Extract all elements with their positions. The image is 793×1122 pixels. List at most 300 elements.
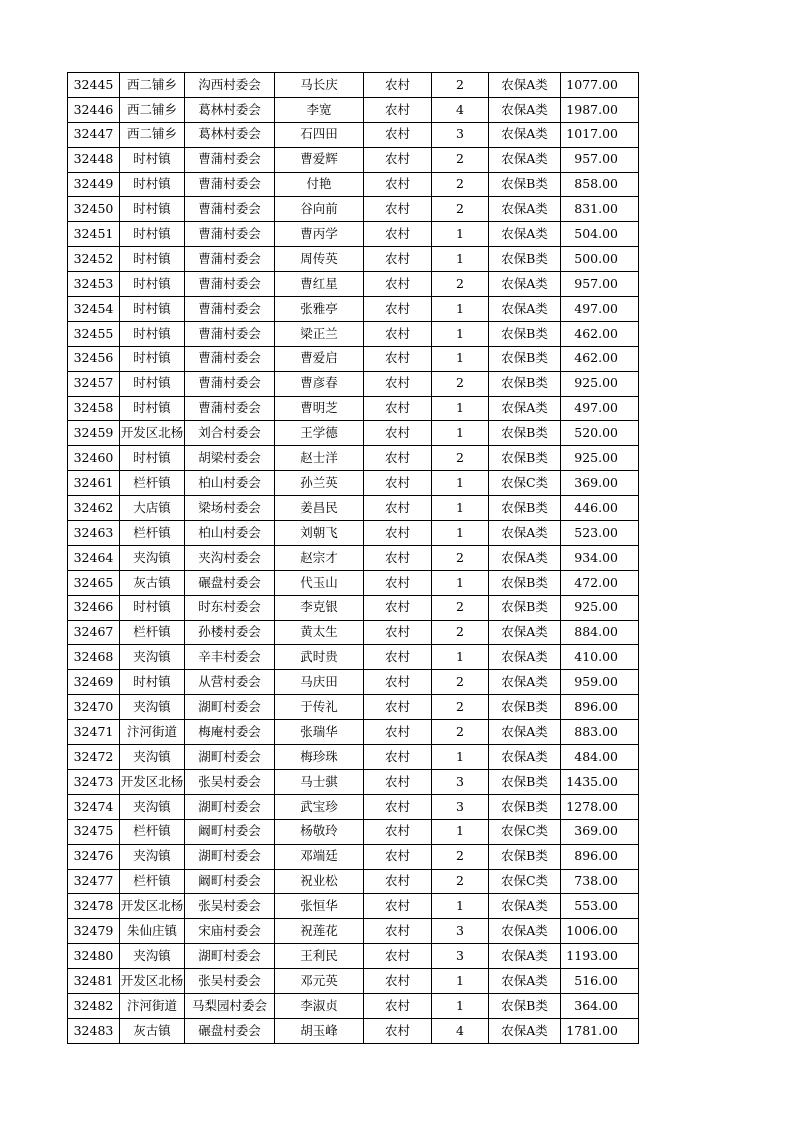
residence-type-cell: 农村 [364, 545, 432, 570]
record-number-cell: 32475 [68, 819, 120, 844]
table-row [68, 545, 639, 570]
name-cell: 梁正兰 [275, 321, 364, 346]
household-size-cell: 2 [432, 620, 489, 645]
village-committee-cell: 葛林村委会 [185, 97, 275, 122]
village-committee-cell: 辛丰村委会 [185, 645, 275, 670]
village-committee-cell: 曹蒲村委会 [185, 321, 275, 346]
table-row [68, 122, 639, 147]
record-number-cell: 32468 [68, 645, 120, 670]
household-size-cell: 1 [432, 346, 489, 371]
village-committee-cell: 夹沟村委会 [185, 545, 275, 570]
category-cell: 农保A类 [489, 521, 561, 546]
amount-cell: 934.00 [561, 545, 639, 570]
township-cell: 夹沟镇 [120, 695, 185, 720]
amount-cell: 959.00 [561, 670, 639, 695]
table-row [68, 595, 639, 620]
name-cell: 于传礼 [275, 695, 364, 720]
record-number-cell: 32471 [68, 720, 120, 745]
record-number-cell: 32458 [68, 396, 120, 421]
village-committee-cell: 时东村委会 [185, 595, 275, 620]
village-committee-cell: 阚町村委会 [185, 819, 275, 844]
village-committee-cell: 曹蒲村委会 [185, 371, 275, 396]
township-cell: 时村镇 [120, 147, 185, 172]
village-committee-cell: 阚町村委会 [185, 869, 275, 894]
record-number-cell: 32467 [68, 620, 120, 645]
amount-cell: 446.00 [561, 496, 639, 521]
table-row [68, 869, 639, 894]
record-number-cell: 32445 [68, 73, 120, 98]
amount-cell: 369.00 [561, 471, 639, 496]
table-row [68, 471, 639, 496]
table-row [68, 919, 639, 944]
township-cell: 夹沟镇 [120, 745, 185, 770]
category-cell: 农保A类 [489, 222, 561, 247]
name-cell: 张恒华 [275, 894, 364, 919]
household-size-cell: 2 [432, 844, 489, 869]
name-cell: 姜昌民 [275, 496, 364, 521]
table-row [68, 844, 639, 869]
residence-type-cell: 农村 [364, 321, 432, 346]
township-cell: 栏杆镇 [120, 471, 185, 496]
category-cell: 农保C类 [489, 471, 561, 496]
residence-type-cell: 农村 [364, 720, 432, 745]
name-cell: 李淑贞 [275, 993, 364, 1018]
name-cell: 曹爱辉 [275, 147, 364, 172]
amount-cell: 472.00 [561, 570, 639, 595]
residence-type-cell: 农村 [364, 346, 432, 371]
amount-cell: 497.00 [561, 297, 639, 322]
name-cell: 张瑞华 [275, 720, 364, 745]
record-number-cell: 32469 [68, 670, 120, 695]
amount-cell: 1987.00 [561, 97, 639, 122]
record-number-cell: 32450 [68, 197, 120, 222]
residence-type-cell: 农村 [364, 570, 432, 595]
category-cell: 农保A类 [489, 147, 561, 172]
name-cell: 石四田 [275, 122, 364, 147]
village-committee-cell: 曹蒲村委会 [185, 396, 275, 421]
category-cell: 农保B类 [489, 695, 561, 720]
residence-type-cell: 农村 [364, 147, 432, 172]
record-number-cell: 32459 [68, 421, 120, 446]
household-size-cell: 2 [432, 147, 489, 172]
village-committee-cell: 孙楼村委会 [185, 620, 275, 645]
category-cell: 农保A类 [489, 396, 561, 421]
record-number-cell: 32451 [68, 222, 120, 247]
household-size-cell: 4 [432, 97, 489, 122]
record-number-cell: 32448 [68, 147, 120, 172]
category-cell: 农保B类 [489, 570, 561, 595]
household-size-cell: 2 [432, 197, 489, 222]
village-committee-cell: 从营村委会 [185, 670, 275, 695]
township-cell: 时村镇 [120, 197, 185, 222]
category-cell: 农保A类 [489, 73, 561, 98]
household-size-cell: 1 [432, 993, 489, 1018]
amount-cell: 925.00 [561, 595, 639, 620]
township-cell: 夹沟镇 [120, 794, 185, 819]
township-cell: 时村镇 [120, 272, 185, 297]
record-number-cell: 32474 [68, 794, 120, 819]
name-cell: 李宽 [275, 97, 364, 122]
residence-type-cell: 农村 [364, 695, 432, 720]
category-cell: 农保A类 [489, 894, 561, 919]
household-size-cell: 2 [432, 595, 489, 620]
record-number-cell: 32455 [68, 321, 120, 346]
record-number-cell: 32462 [68, 496, 120, 521]
township-cell: 夹沟镇 [120, 545, 185, 570]
record-number-cell: 32460 [68, 446, 120, 471]
household-size-cell: 1 [432, 969, 489, 994]
township-cell: 时村镇 [120, 321, 185, 346]
category-cell: 农保B类 [489, 794, 561, 819]
household-size-cell: 3 [432, 919, 489, 944]
village-committee-cell: 曹蒲村委会 [185, 147, 275, 172]
household-size-cell: 2 [432, 670, 489, 695]
amount-cell: 925.00 [561, 446, 639, 471]
amount-cell: 484.00 [561, 745, 639, 770]
township-cell: 朱仙庄镇 [120, 919, 185, 944]
township-cell: 西二铺乡 [120, 122, 185, 147]
table-row [68, 446, 639, 471]
township-cell: 时村镇 [120, 222, 185, 247]
household-size-cell: 4 [432, 1018, 489, 1043]
table-row [68, 247, 639, 272]
household-size-cell: 1 [432, 222, 489, 247]
township-cell: 时村镇 [120, 247, 185, 272]
household-size-cell: 2 [432, 272, 489, 297]
table-row [68, 396, 639, 421]
table-row [68, 620, 639, 645]
amount-cell: 957.00 [561, 272, 639, 297]
record-number-cell: 32481 [68, 969, 120, 994]
amount-cell: 369.00 [561, 819, 639, 844]
table-row [68, 993, 639, 1018]
residence-type-cell: 农村 [364, 819, 432, 844]
residence-type-cell: 农村 [364, 894, 432, 919]
village-committee-cell: 柏山村委会 [185, 471, 275, 496]
household-size-cell: 1 [432, 471, 489, 496]
residence-type-cell: 农村 [364, 297, 432, 322]
township-cell: 栏杆镇 [120, 620, 185, 645]
residence-type-cell: 农村 [364, 944, 432, 969]
table-row [68, 570, 639, 595]
table-row [68, 73, 639, 98]
household-size-cell: 1 [432, 496, 489, 521]
amount-cell: 553.00 [561, 894, 639, 919]
name-cell: 马长庆 [275, 73, 364, 98]
name-cell: 武时贵 [275, 645, 364, 670]
record-number-cell: 32446 [68, 97, 120, 122]
table-row [68, 670, 639, 695]
record-number-cell: 32478 [68, 894, 120, 919]
record-number-cell: 32466 [68, 595, 120, 620]
name-cell: 黄太生 [275, 620, 364, 645]
table-row [68, 321, 639, 346]
category-cell: 农保B类 [489, 844, 561, 869]
village-committee-cell: 张吴村委会 [185, 969, 275, 994]
residence-type-cell: 农村 [364, 521, 432, 546]
category-cell: 农保B类 [489, 371, 561, 396]
record-number-cell: 32454 [68, 297, 120, 322]
name-cell: 孙兰英 [275, 471, 364, 496]
residence-type-cell: 农村 [364, 496, 432, 521]
household-size-cell: 2 [432, 720, 489, 745]
category-cell: 农保A类 [489, 919, 561, 944]
township-cell: 夹沟镇 [120, 844, 185, 869]
name-cell: 杨敬玲 [275, 819, 364, 844]
table-row [68, 969, 639, 994]
record-number-cell: 32472 [68, 745, 120, 770]
township-cell: 时村镇 [120, 172, 185, 197]
record-number-cell: 32461 [68, 471, 120, 496]
amount-cell: 500.00 [561, 247, 639, 272]
residence-type-cell: 农村 [364, 869, 432, 894]
table-row [68, 297, 639, 322]
household-size-cell: 2 [432, 73, 489, 98]
relief-roster-table [67, 72, 639, 1044]
category-cell: 农保A类 [489, 745, 561, 770]
township-cell: 时村镇 [120, 297, 185, 322]
residence-type-cell: 农村 [364, 919, 432, 944]
village-committee-cell: 沟西村委会 [185, 73, 275, 98]
residence-type-cell: 农村 [364, 670, 432, 695]
township-cell: 夹沟镇 [120, 645, 185, 670]
township-cell: 开发区北杨 [120, 421, 185, 446]
category-cell: 农保B类 [489, 595, 561, 620]
household-size-cell: 1 [432, 297, 489, 322]
category-cell: 农保B类 [489, 421, 561, 446]
household-size-cell: 2 [432, 869, 489, 894]
township-cell: 大店镇 [120, 496, 185, 521]
village-committee-cell: 马梨园村委会 [185, 993, 275, 1018]
village-committee-cell: 宋庙村委会 [185, 919, 275, 944]
residence-type-cell: 农村 [364, 446, 432, 471]
name-cell: 曹丙学 [275, 222, 364, 247]
household-size-cell: 1 [432, 321, 489, 346]
amount-cell: 516.00 [561, 969, 639, 994]
township-cell: 时村镇 [120, 446, 185, 471]
category-cell: 农保A类 [489, 122, 561, 147]
record-number-cell: 32447 [68, 122, 120, 147]
record-number-cell: 32456 [68, 346, 120, 371]
record-number-cell: 32480 [68, 944, 120, 969]
village-committee-cell: 曹蒲村委会 [185, 272, 275, 297]
category-cell: 农保A类 [489, 97, 561, 122]
village-committee-cell: 曹蒲村委会 [185, 172, 275, 197]
village-committee-cell: 碾盘村委会 [185, 570, 275, 595]
category-cell: 农保B类 [489, 172, 561, 197]
amount-cell: 1278.00 [561, 794, 639, 819]
name-cell: 王学德 [275, 421, 364, 446]
residence-type-cell: 农村 [364, 222, 432, 247]
name-cell: 张雅亭 [275, 297, 364, 322]
category-cell: 农保B类 [489, 346, 561, 371]
residence-type-cell: 农村 [364, 172, 432, 197]
household-size-cell: 3 [432, 944, 489, 969]
record-number-cell: 32483 [68, 1018, 120, 1043]
name-cell: 周传英 [275, 247, 364, 272]
name-cell: 赵宗才 [275, 545, 364, 570]
residence-type-cell: 农村 [364, 471, 432, 496]
record-number-cell: 32465 [68, 570, 120, 595]
household-size-cell: 1 [432, 396, 489, 421]
township-cell: 时村镇 [120, 595, 185, 620]
household-size-cell: 3 [432, 769, 489, 794]
name-cell: 李克银 [275, 595, 364, 620]
village-committee-cell: 碾盘村委会 [185, 1018, 275, 1043]
village-committee-cell: 曹蒲村委会 [185, 222, 275, 247]
residence-type-cell: 农村 [364, 197, 432, 222]
township-cell: 西二铺乡 [120, 73, 185, 98]
household-size-cell: 1 [432, 570, 489, 595]
record-number-cell: 32457 [68, 371, 120, 396]
residence-type-cell: 农村 [364, 745, 432, 770]
township-cell: 开发区北杨 [120, 894, 185, 919]
table-row [68, 97, 639, 122]
name-cell: 谷向前 [275, 197, 364, 222]
township-cell: 时村镇 [120, 371, 185, 396]
table-row [68, 769, 639, 794]
residence-type-cell: 农村 [364, 122, 432, 147]
category-cell: 农保A类 [489, 545, 561, 570]
record-number-cell: 32476 [68, 844, 120, 869]
category-cell: 农保A类 [489, 670, 561, 695]
name-cell: 曹爱启 [275, 346, 364, 371]
table-row [68, 819, 639, 844]
township-cell: 栏杆镇 [120, 869, 185, 894]
household-size-cell: 3 [432, 794, 489, 819]
residence-type-cell: 农村 [364, 73, 432, 98]
amount-cell: 925.00 [561, 371, 639, 396]
record-number-cell: 32453 [68, 272, 120, 297]
table-row [68, 147, 639, 172]
household-size-cell: 1 [432, 247, 489, 272]
residence-type-cell: 农村 [364, 844, 432, 869]
record-number-cell: 32452 [68, 247, 120, 272]
township-cell: 夹沟镇 [120, 944, 185, 969]
table-row [68, 944, 639, 969]
category-cell: 农保A类 [489, 1018, 561, 1043]
category-cell: 农保A类 [489, 969, 561, 994]
name-cell: 邓元英 [275, 969, 364, 994]
name-cell: 马士骐 [275, 769, 364, 794]
household-size-cell: 1 [432, 894, 489, 919]
amount-cell: 1017.00 [561, 122, 639, 147]
category-cell: 农保A类 [489, 297, 561, 322]
residence-type-cell: 农村 [364, 993, 432, 1018]
table-row [68, 695, 639, 720]
township-cell: 汴河街道 [120, 720, 185, 745]
township-cell: 栏杆镇 [120, 819, 185, 844]
category-cell: 农保A类 [489, 720, 561, 745]
amount-cell: 883.00 [561, 720, 639, 745]
name-cell: 胡玉峰 [275, 1018, 364, 1043]
amount-cell: 462.00 [561, 346, 639, 371]
household-size-cell: 2 [432, 695, 489, 720]
residence-type-cell: 农村 [364, 396, 432, 421]
name-cell: 梅珍珠 [275, 745, 364, 770]
residence-type-cell: 农村 [364, 272, 432, 297]
name-cell: 付艳 [275, 172, 364, 197]
village-committee-cell: 湖町村委会 [185, 745, 275, 770]
table-row [68, 894, 639, 919]
name-cell: 武宝珍 [275, 794, 364, 819]
category-cell: 农保B类 [489, 247, 561, 272]
village-committee-cell: 曹蒲村委会 [185, 197, 275, 222]
table-body [68, 73, 639, 1044]
residence-type-cell: 农村 [364, 595, 432, 620]
village-committee-cell: 湖町村委会 [185, 695, 275, 720]
table-row [68, 421, 639, 446]
category-cell: 农保A类 [489, 944, 561, 969]
village-committee-cell: 曹蒲村委会 [185, 247, 275, 272]
amount-cell: 364.00 [561, 993, 639, 1018]
residence-type-cell: 农村 [364, 794, 432, 819]
table-row [68, 371, 639, 396]
category-cell: 农保B类 [489, 446, 561, 471]
name-cell: 曹明芝 [275, 396, 364, 421]
amount-cell: 831.00 [561, 197, 639, 222]
village-committee-cell: 曹蒲村委会 [185, 346, 275, 371]
table-row [68, 720, 639, 745]
residence-type-cell: 农村 [364, 97, 432, 122]
township-cell: 西二铺乡 [120, 97, 185, 122]
residence-type-cell: 农村 [364, 1018, 432, 1043]
household-size-cell: 2 [432, 545, 489, 570]
amount-cell: 410.00 [561, 645, 639, 670]
name-cell: 赵士洋 [275, 446, 364, 471]
category-cell: 农保B类 [489, 496, 561, 521]
table-row [68, 745, 639, 770]
township-cell: 时村镇 [120, 670, 185, 695]
village-committee-cell: 张吴村委会 [185, 769, 275, 794]
residence-type-cell: 农村 [364, 247, 432, 272]
village-committee-cell: 梅庵村委会 [185, 720, 275, 745]
table-row [68, 1018, 639, 1043]
village-committee-cell: 张吴村委会 [185, 894, 275, 919]
category-cell: 农保A类 [489, 645, 561, 670]
amount-cell: 738.00 [561, 869, 639, 894]
table-row [68, 794, 639, 819]
name-cell: 代玉山 [275, 570, 364, 595]
household-size-cell: 1 [432, 819, 489, 844]
township-cell: 灰古镇 [120, 570, 185, 595]
table-row [68, 496, 639, 521]
table-row [68, 521, 639, 546]
record-number-cell: 32449 [68, 172, 120, 197]
household-size-cell: 2 [432, 172, 489, 197]
table-row [68, 645, 639, 670]
amount-cell: 884.00 [561, 620, 639, 645]
category-cell: 农保B类 [489, 993, 561, 1018]
record-number-cell: 32473 [68, 769, 120, 794]
record-number-cell: 32477 [68, 869, 120, 894]
village-committee-cell: 湖町村委会 [185, 944, 275, 969]
name-cell: 刘朝飞 [275, 521, 364, 546]
category-cell: 农保A类 [489, 272, 561, 297]
village-committee-cell: 刘合村委会 [185, 421, 275, 446]
village-committee-cell: 柏山村委会 [185, 521, 275, 546]
amount-cell: 497.00 [561, 396, 639, 421]
township-cell: 时村镇 [120, 396, 185, 421]
name-cell: 马庆田 [275, 670, 364, 695]
amount-cell: 520.00 [561, 421, 639, 446]
household-size-cell: 2 [432, 371, 489, 396]
category-cell: 农保A类 [489, 197, 561, 222]
village-committee-cell: 湖町村委会 [185, 844, 275, 869]
household-size-cell: 2 [432, 446, 489, 471]
record-number-cell: 32470 [68, 695, 120, 720]
amount-cell: 896.00 [561, 695, 639, 720]
